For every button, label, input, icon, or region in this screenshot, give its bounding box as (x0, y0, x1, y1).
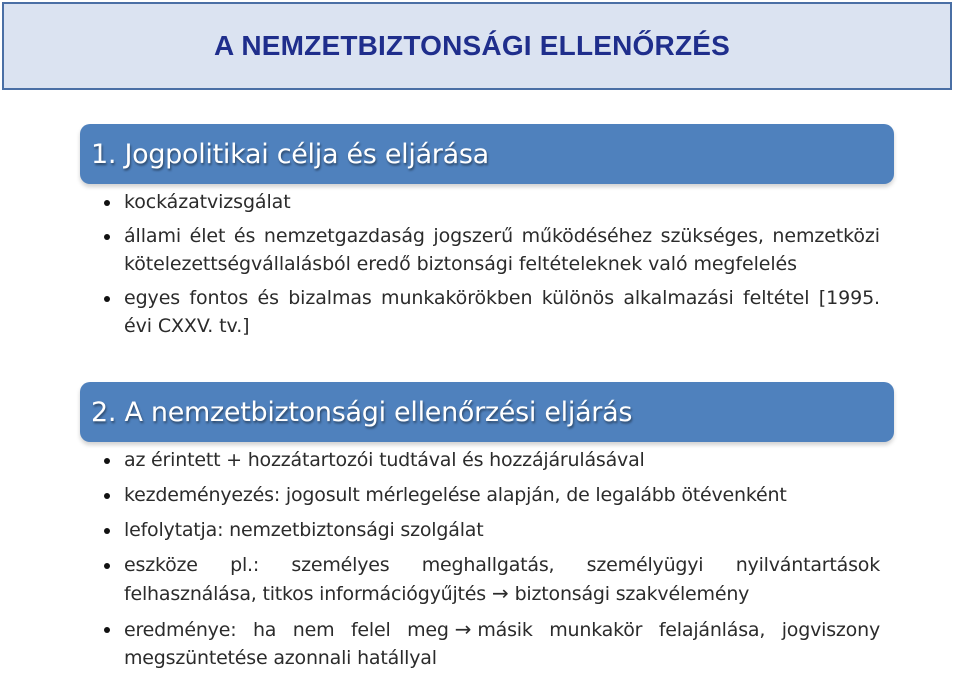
list-item-text: másik munkakör felajánlása, jogviszony megszüntetése azonnali hatállyal (124, 619, 880, 669)
list-item: lefolytatja: nemzetbiztonsági szolgálat (100, 516, 880, 544)
list-item (100, 615, 880, 672)
right-arrow-icon: → (454, 617, 472, 641)
list-item: kezdeményezés: jogosult mérlegelése alapján, de legalább ötévenként (100, 481, 880, 509)
section-header-1 (80, 124, 894, 184)
list-item: egyes fontos és bizalmas munkakörökben különös alkalmazási feltétel [1995. évi CXXV. tv.] (100, 284, 880, 340)
section-header-2 (80, 382, 894, 442)
right-arrow-icon: → (492, 581, 509, 605)
list-item: az érintett + hozzátartozói tudtával és hozzájárulásával (100, 446, 880, 474)
section-heading-2: 2. A nemzetbiztonsági ellenőrzési eljárás (91, 396, 633, 428)
list-item-text: eszköze pl.: személyes meghallgatás, személyügyi nyilvántartások felhasználása, titkos információgyűjtés (124, 554, 880, 605)
bullet-list-1 (100, 188, 880, 346)
section-heading-1: 1. Jogpolitikai célja és eljárása (91, 138, 489, 170)
title-box (2, 2, 952, 90)
list-item: kockázatvizsgálat (100, 188, 880, 216)
list-item-text: eredménye: ha nem felel meg (124, 619, 449, 641)
bullet-list-2 (100, 446, 880, 674)
list-item: állami élet és nemzetgazdaság jogszerű működéséhez szükséges, nemzetközi kötelezettségvállalásból eredő biztonsági feltételeknek való megfelelés (100, 222, 880, 278)
slide-title: A NEMZETBIZTONSÁGI ELLENŐRZÉS (213, 30, 731, 61)
list-item (100, 551, 880, 608)
list-item-text: biztonsági szakvélemény (514, 583, 750, 605)
